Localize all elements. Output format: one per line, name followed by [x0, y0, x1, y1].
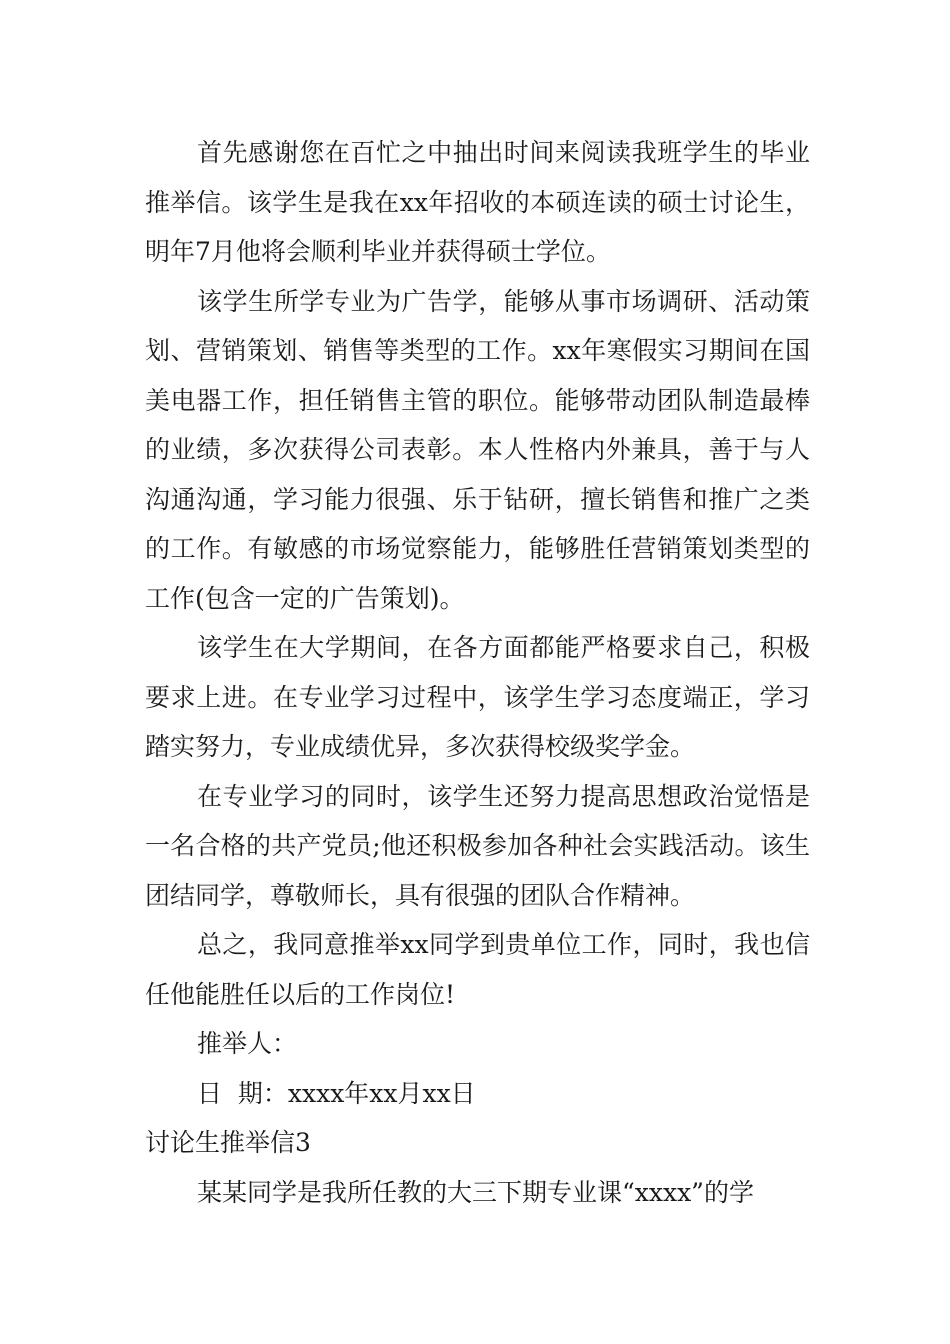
recommender-label: 推举人： — [197, 1029, 298, 1058]
paragraph-university: 该学生在大学期间，在各方面都能严格要求自己，积极要求上进。在专业学习过程中，该学生学习态度端正，学习踏实努力，专业成绩优异，多次获得校级奖学金。 — [145, 633, 810, 761]
letter-body — [145, 128, 810, 1217]
paragraph-conclusion: 总之，我同意推举xx同学到贵单位工作，同时，我也信任他能胜任以后的工作岗位! — [145, 930, 810, 1009]
paragraph-next-letter: 某某同学是我所任教的大三下期专业课“xxxx”的学 — [197, 1177, 754, 1207]
paragraph-intro: 首先感谢您在百忙之中抽出时间来阅读我班学生的毕业推举信。该学生是我在xx年招收的本硕连读的硕士讨论生，明年7月他将会顺利毕业并获得硕士学位。 — [145, 138, 810, 266]
date-line: 日 期：xxxx年xx月xx日 — [197, 1078, 476, 1108]
paragraph-major: 该学生所学专业为广告学，能够从事市场调研、活动策划、营销策划、销售等类型的工作。xx年寒假实习期间在国美电器工作，担任销售主管的职位。能够带动团队制造最棒的业绩，多次获得公司表彰。本人性格内外兼具，善于与人沟通沟通，学习能力很强、乐于钻研，擅长销售和推广之类的工作。有敏感的市场觉察能力，能够胜任营销策划类型的工作(包含一定的广告策划)。 — [145, 286, 810, 613]
section-heading: 讨论生推举信3 — [145, 1128, 311, 1157]
paragraph-political: 在专业学习的同时，该学生还努力提高思想政治觉悟是一名合格的共产党员;他还积极参加各种社会实践活动。该生团结同学，尊敬师长，具有很强的团队合作精神。 — [145, 781, 810, 910]
